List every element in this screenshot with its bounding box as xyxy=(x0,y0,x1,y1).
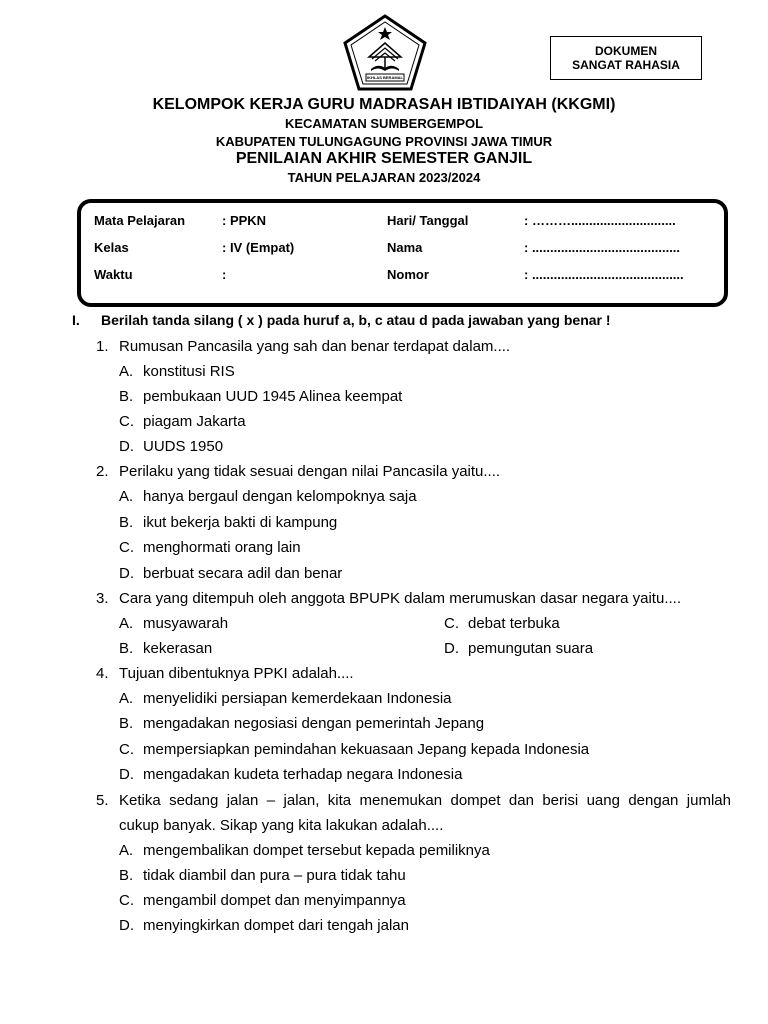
option-text: kekerasan xyxy=(143,640,213,657)
header-regency: KABUPATEN TULUNGAGUNG PROVINSI JAWA TIMUR xyxy=(215,134,553,149)
option-letter[interactable]: A. xyxy=(119,488,134,505)
option-text: UUDS 1950 xyxy=(143,438,224,455)
option-letter[interactable]: B. xyxy=(119,867,134,884)
name-label: Nama xyxy=(387,240,423,255)
option-letter[interactable]: C. xyxy=(119,539,134,556)
option-letter[interactable]: B. xyxy=(119,640,134,657)
option-text: pembukaan UUD 1945 Alinea keempat xyxy=(143,388,403,405)
option-letter[interactable]: D. xyxy=(119,438,134,455)
class-value: : IV (Empat) xyxy=(222,240,295,255)
option-letter[interactable]: C. xyxy=(119,892,134,909)
stamp-line-1: DOKUMEN xyxy=(595,44,657,58)
question-number: 4. xyxy=(96,665,109,682)
logo-banner-text: IKHLAS BERAMAL xyxy=(367,75,403,80)
option-text: mengambil dompet dan menyimpannya xyxy=(143,892,406,909)
question-text: Perilaku yang tidak sesuai dengan nilai Pancasila yaitu.... xyxy=(119,463,501,480)
class-label: Kelas xyxy=(94,240,129,255)
option-text: konstitusi RIS xyxy=(143,363,235,380)
header-organization: KELOMPOK KERJA GURU MADRASAH IBTIDAIYAH (KKGMI) xyxy=(152,96,616,113)
option-text: debat terbuka xyxy=(468,615,560,632)
option-text: mempersiapkan pemindahan kekuasaan Jepang kepada Indonesia xyxy=(143,741,590,758)
option-letter[interactable]: D. xyxy=(444,640,459,657)
header-academic-year: TAHUN PELAJARAN 2023/2024 xyxy=(287,170,481,185)
option-text: ikut bekerja bakti di kampung xyxy=(143,514,338,531)
option-letter[interactable]: C. xyxy=(119,413,134,430)
question-text: Ketika sedang jalan – jalan, kita menemukan dompet dan berisi uang dengan jumlah xyxy=(119,792,731,809)
option-text: mengembalikan dompet tersebut kepada pemiliknya xyxy=(143,842,490,859)
name-field[interactable]: : ......................................... xyxy=(524,240,681,255)
option-text: musyawarah xyxy=(143,615,229,632)
date-field[interactable]: : ………............................. xyxy=(524,213,676,228)
header-exam-title: PENILAIAN AKHIR SEMESTER GANJIL xyxy=(235,150,533,167)
option-text: berbuat secara adil dan benar xyxy=(143,565,343,582)
option-text: mengadakan kudeta terhadap negara Indonesia xyxy=(143,766,463,783)
option-text: menyelidiki persiapan kemerdekaan Indonesia xyxy=(143,690,452,707)
question-text: Tujuan dibentuknya PPKI adalah.... xyxy=(119,665,354,682)
subject-label: Mata Pelajaran xyxy=(94,213,186,228)
option-letter[interactable]: A. xyxy=(119,690,134,707)
option-letter[interactable]: A. xyxy=(119,363,134,380)
option-text: menyingkirkan dompet dari tengah jalan xyxy=(143,917,409,934)
option-letter[interactable]: D. xyxy=(119,917,134,934)
question-number: 5. xyxy=(96,792,109,809)
option-letter[interactable]: B. xyxy=(119,514,134,531)
option-letter[interactable]: C. xyxy=(119,741,134,758)
option-letter[interactable]: D. xyxy=(119,565,134,582)
section-number: I. xyxy=(72,312,80,328)
option-text: piagam Jakarta xyxy=(143,413,246,430)
option-text: tidak diambil dan pura – pura tidak tahu xyxy=(143,867,406,884)
subject-value: : PPKN xyxy=(222,213,267,228)
date-label: Hari/ Tanggal xyxy=(387,213,469,228)
option-text: mengadakan negosiasi dengan pemerintah Jepang xyxy=(143,715,485,732)
question-number: 3. xyxy=(96,590,109,607)
student-info-box xyxy=(77,199,728,307)
confidential-stamp xyxy=(550,36,702,80)
question-text: Rumusan Pancasila yang sah dan benar terdapat dalam.... xyxy=(119,338,511,355)
time-value: : xyxy=(222,267,227,282)
header-district: KECAMATAN SUMBERGEMPOL xyxy=(284,116,484,131)
option-text: pemungutan suara xyxy=(468,640,594,657)
option-letter[interactable]: D. xyxy=(119,766,134,783)
option-letter[interactable]: A. xyxy=(119,615,134,632)
time-label: Waktu xyxy=(94,267,133,282)
option-letter[interactable]: C. xyxy=(444,615,459,632)
option-letter[interactable]: A. xyxy=(119,842,134,859)
question-number: 2. xyxy=(96,463,109,480)
section-instruction: Berilah tanda silang ( x ) pada huruf a, b, c atau d pada jawaban yang benar ! xyxy=(101,312,611,328)
kementerian-agama-emblem-icon xyxy=(341,13,429,93)
option-text: hanya bergaul dengan kelompoknya saja xyxy=(143,488,417,505)
question-text: Cara yang ditempuh oleh anggota BPUPK dalam merumuskan dasar negara yaitu.... xyxy=(119,590,681,607)
number-label: Nomor xyxy=(387,267,429,282)
option-letter[interactable]: B. xyxy=(119,388,134,405)
kemenag-logo xyxy=(341,13,429,93)
option-letter[interactable]: B. xyxy=(119,715,134,732)
option-text: menghormati orang lain xyxy=(143,539,301,556)
question-number: 1. xyxy=(96,338,109,355)
stamp-line-2: SANGAT RAHASIA xyxy=(572,58,680,72)
question-text-continued: cukup banyak. Sikap yang kita lakukan adalah.... xyxy=(119,817,444,834)
number-field[interactable]: : .......................................... xyxy=(524,267,684,282)
